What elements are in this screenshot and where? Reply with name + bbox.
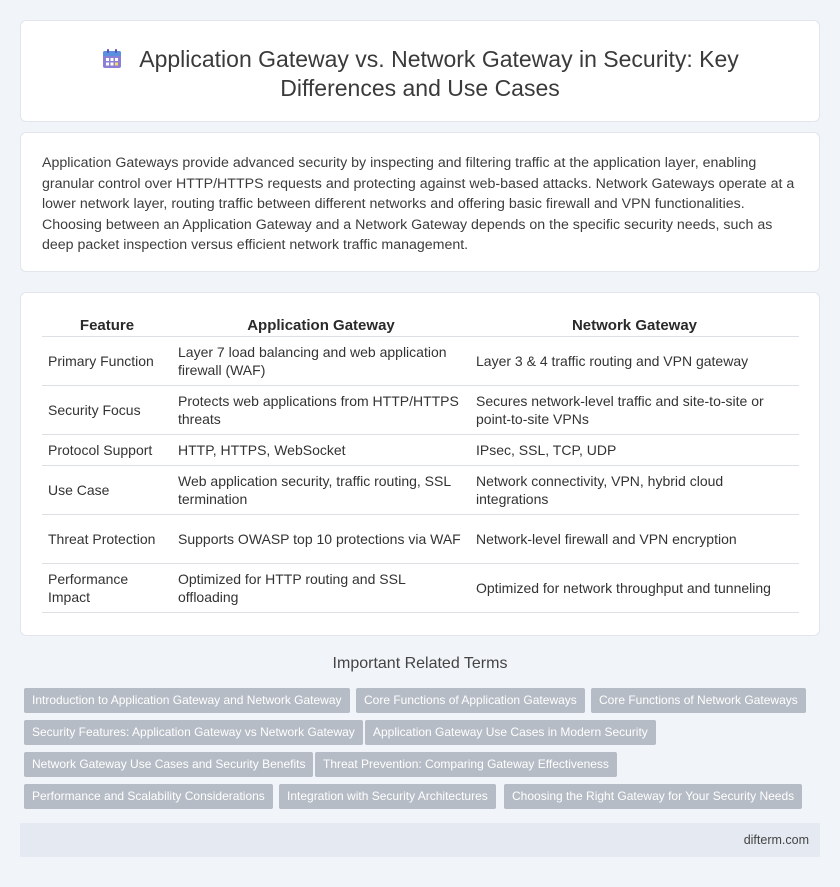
comparison-card — [20, 292, 820, 636]
application-gateway-cell: Supports OWASP top 10 protections via WAF — [172, 515, 470, 564]
intro-card — [20, 132, 820, 272]
related-term-link[interactable]: Network Gateway Use Cases and Security Benefits — [24, 752, 313, 777]
feature-cell: Performance Impact — [42, 564, 172, 613]
related-term-link[interactable]: Integration with Security Architectures — [279, 784, 496, 809]
calendar-icon — [101, 48, 123, 70]
feature-cell: Threat Protection — [42, 515, 172, 564]
application-gateway-cell: Optimized for HTTP routing and SSL offloading — [172, 564, 470, 613]
table-row — [42, 386, 799, 435]
footer-site-name[interactable]: difterm.com — [743, 833, 809, 847]
footer-bar — [20, 823, 820, 857]
page-title-wrap — [21, 45, 819, 103]
related-terms-title: Important Related Terms — [332, 655, 508, 672]
table-row — [42, 515, 799, 564]
network-gateway-cell: Layer 3 & 4 traffic routing and VPN gateway — [470, 337, 799, 386]
application-gateway-cell: HTTP, HTTPS, WebSocket — [172, 435, 470, 466]
related-term-link[interactable]: Core Functions of Network Gateways — [591, 688, 806, 713]
network-gateway-cell: Optimized for network throughput and tunneling — [470, 564, 799, 613]
related-term-link[interactable]: Core Functions of Application Gateways — [356, 688, 585, 713]
feature-cell: Primary Function — [42, 337, 172, 386]
page-title: Application Gateway vs. Network Gateway in Security: Key Differences and Use Cases — [139, 46, 739, 101]
related-term-link[interactable]: Threat Prevention: Comparing Gateway Effectiveness — [315, 752, 617, 777]
header-application-gateway: Application Gateway — [172, 315, 470, 337]
table-row — [42, 435, 799, 466]
feature-cell: Protocol Support — [42, 435, 172, 466]
table-row — [42, 466, 799, 515]
application-gateway-cell: Web application security, traffic routing, SSL termination — [172, 466, 470, 515]
related-term-link[interactable]: Choosing the Right Gateway for Your Security Needs — [504, 784, 802, 809]
network-gateway-cell: Secures network-level traffic and site-to-site or point-to-site VPNs — [470, 386, 799, 435]
table-header-row — [42, 315, 799, 337]
comparison-table — [42, 315, 799, 613]
application-gateway-cell: Protects web applications from HTTP/HTTPS threats — [172, 386, 470, 435]
network-gateway-cell: Network-level firewall and VPN encryption — [470, 515, 799, 564]
feature-cell: Security Focus — [42, 386, 172, 435]
header-feature: Feature — [42, 315, 172, 337]
table-row — [42, 564, 799, 613]
intro-paragraph: Application Gateways provide advanced security by inspecting and filtering traffic at the application layer, enabling granular control over HTTP/HTTPS requests and protecting against web-based attacks. Network Gateways operate at a lower network layer, routing traffic between different networks and offering basic firewall and VPN functionalities. Choosing between an Application Gateway and a Network Gateway depends on the specific security needs, such as deep packet inspection versus efficient network traffic management. — [42, 155, 795, 253]
related-term-link[interactable]: Performance and Scalability Considerations — [24, 784, 273, 809]
network-gateway-cell: Network connectivity, VPN, hybrid cloud integrations — [470, 466, 799, 515]
related-term-link[interactable]: Application Gateway Use Cases in Modern Security — [365, 720, 656, 745]
feature-cell: Use Case — [42, 466, 172, 515]
network-gateway-cell: IPsec, SSL, TCP, UDP — [470, 435, 799, 466]
table-row — [42, 337, 799, 386]
title-card — [20, 20, 820, 122]
application-gateway-cell: Layer 7 load balancing and web application firewall (WAF) — [172, 337, 470, 386]
related-term-link[interactable]: Introduction to Application Gateway and Network Gateway — [24, 688, 350, 713]
header-network-gateway: Network Gateway — [470, 315, 799, 337]
related-term-link[interactable]: Security Features: Application Gateway vs Network Gateway — [24, 720, 363, 745]
